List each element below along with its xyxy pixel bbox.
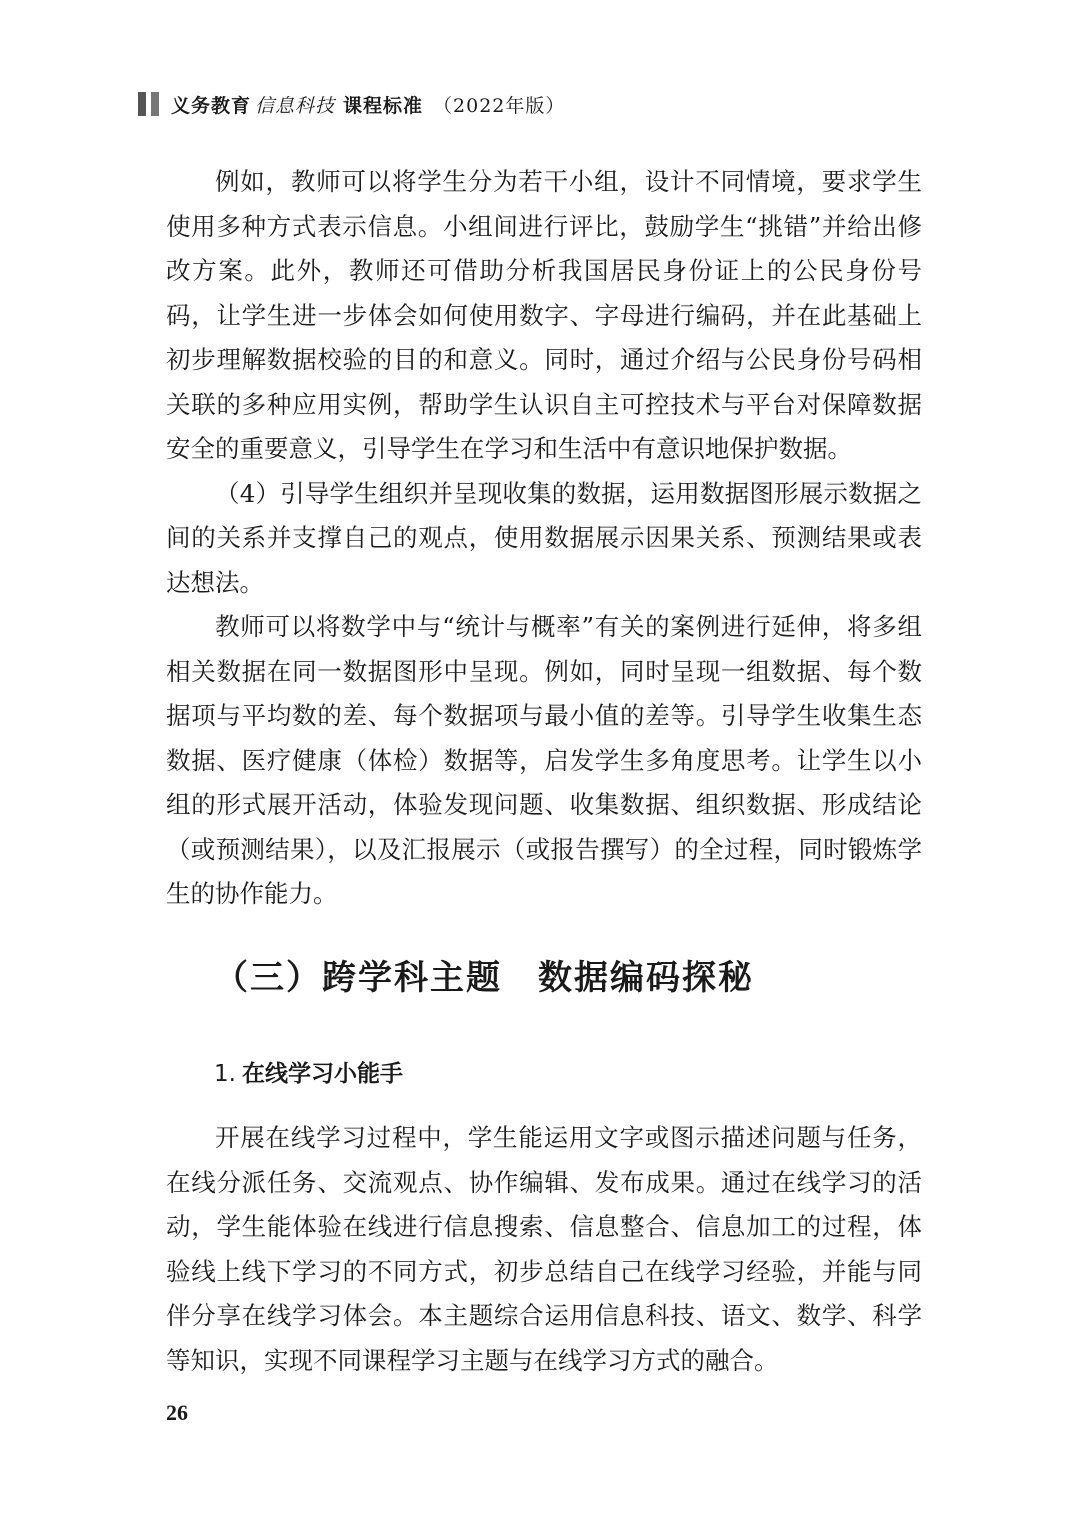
section-title: （三）跨学科主题 数据编码探秘 <box>214 958 754 998</box>
header-part1: 义务教育 <box>171 94 252 117</box>
header-edition: （2022年版） <box>433 94 566 117</box>
paragraph-2: （4）引导学生组织并呈现收集的数据，运用数据图形展示数据之间的关系并支撑自己的观点，使用数据展示因果关系、预测结果或表达想法。 <box>166 478 922 597</box>
subsection-text: 在线学习小能手 <box>241 1061 403 1087</box>
header-part3: 课程标准 <box>343 94 424 117</box>
subsection-title <box>214 1055 403 1088</box>
body-text-lower <box>166 1116 922 1383</box>
header-title <box>171 91 565 118</box>
page-number: 26 <box>166 1400 188 1425</box>
paragraph-3: 教师可以将数学中与“统计与概率”有关的案例进行延伸，将多组相关数据在同一数据图形中呈现。例如，同时呈现一组数据、每个数据项与平均数的差、每个数据项与最小值的差等。引导学生收集生态数据、医疗健康（体检）数据等，启发学生多角度思考。让学生以小组的形式展开活动，体验发现问题、收集数据、组织数据、形成结论（或预测结果），以及汇报展示（或报告撰写）的全过程，同时锻炼学生的协作能力。 <box>166 612 922 908</box>
header-part2: 信息科技 <box>255 94 336 117</box>
header-bars-icon <box>138 92 159 116</box>
subsection-number: 1. <box>214 1061 236 1087</box>
running-header <box>138 90 565 118</box>
paragraph-1: 例如，教师可以将学生分为若干小组，设计不同情境，要求学生使用多种方式表示信息。小组间进行评比，鼓励学生“挑错”并给出修改方案。此外，教师还可借助分析我国居民身份证上的公民身份号码，让学生进一步体会如何使用数字、字母进行编码，并在此基础上初步理解数据校验的目的和意义。同时，通过介绍与公民身份号码相关联的多种应用实例，帮助学生认识自主可控技术与平台对保障数据安全的重要意义，引导学生在学习和生活中有意识地保护数据。 <box>166 167 922 463</box>
paragraph-4: 开展在线学习过程中，学生能运用文字或图示描述问题与任务，在线分派任务、交流观点、协作编辑、发布成果。通过在线学习的活动，学生能体验在线进行信息搜索、信息整合、信息加工的过程，体验线上线下学习的不同方式，初步总结自己在线学习经验，并能与同伴分享在线学习体会。本主题综合运用信息科技、语文、数学、科学等知识，实现不同课程学习主题与在线学习方式的融合。 <box>166 1123 922 1375</box>
body-text-upper <box>166 160 922 917</box>
